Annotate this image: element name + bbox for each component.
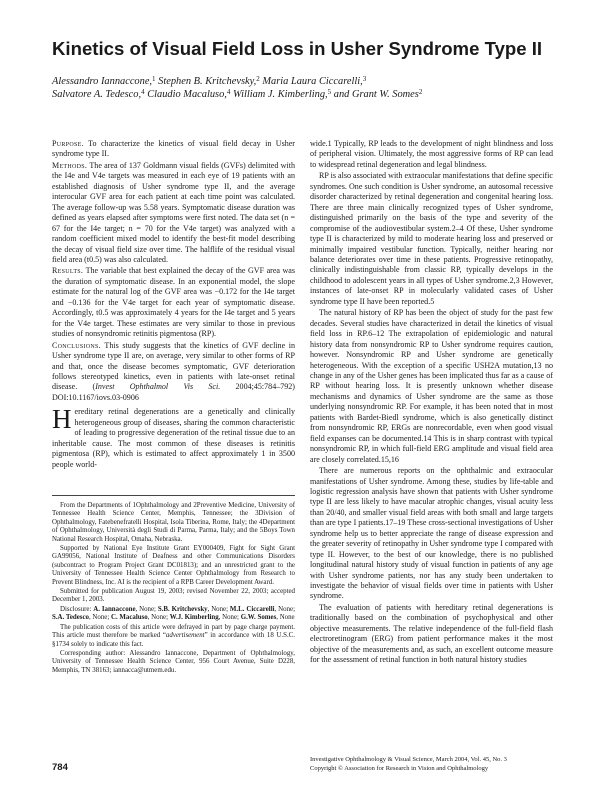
footnote-submitted: Submitted for publication August 19, 2003; revised November 22, 2003; accepted December 1, 2003. [52, 588, 295, 604]
abstract-purpose: Purpose. To characterize the kinetics of visual field decay in Usher syndrome type II. [52, 139, 295, 159]
footnote-corresponding-author: Corresponding author: Alessandro Iannaccone, Department of Ophthalmology, University of Tennessee Health Science Center, 956 Court Avenue, Suite D228, Memphis, TN 38163; iannacca@utmem.edu. [52, 649, 295, 674]
journal-footer [310, 756, 553, 773]
author: Alessandro Iannaccone,$^1$ [52, 75, 156, 87]
abstract-conclusions: Conclusions. This study suggests that the kinetics of GVF decline in Usher syndrome type II are, on average, very similar to other forms of RP and that, once the disease becomes symptomatic, GVF deterioration follows stereotyped kinetics, even in patients with late-onset retinal disease. (Invest Ophthalmol Vis Sci. 2004;45:784–792) DOI:10.1167/iovs.03-0906 [52, 340, 295, 402]
author: and Grant W. Somes$^2$ [333, 88, 423, 100]
article-title: Kinetics of Visual Field Loss in Usher Syndrome Type II [52, 38, 543, 59]
body-paragraph: RP is also associated with extraocular manifestations that define specific syndromes. One such condition is Usher syndrome, an autosomal recessive disorder characterized by retinal degeneration and congenital hearing loss. There are three main clinically recognized types of Usher syndrome, distinguished primarily on the basis of the type and severity of the compromise of the audiovestibular system.2–4 Of these, Usher syndrome type II is characterized by mild to moderate hearing loss and preserved or minimally impaired vestibular function. Typically, neither hearing nor balance deteriorates over time in these patients. Progressive retinopathy, clinically indistinguishable from classic RP, typically develops in the childhood to adolescent years in all types of Usher syndrome.2,3 However, instances of late-onset RP in molecularly validated cases of Usher syndrome type II have been reported.5 [310, 171, 553, 306]
footnote-disclosure: Disclosure: A. Iannaccone, None; S.B. Kritchevsky, None; M.L. Ciccarelli, None; S.A. Tedesco, None; C. Macaluso, None; W.J. Kimberling, None; G.W. Somes, None [52, 605, 295, 622]
journal-citation: Investigative Ophthalmology & Visual Science, March 2004, Vol. 45, No. 3 [310, 756, 507, 763]
footnote-charges: The publication costs of this article were defrayed in part by page charge payment. This article must therefore be marked “advertisement” in accordance with 18 U.S.C. §1734 solely to indicate this fact. [52, 623, 295, 648]
right-column [310, 139, 553, 667]
author: Claudio Macaluso,$^4$ [147, 88, 231, 100]
left-column [52, 139, 295, 470]
body-paragraph: wide.1 Typically, RP leads to the development of night blindness and loss of peripheral vision. Ultimately, the most aggressive forms of RP can lead to widespread retinal degeneration and legal blindness. [310, 139, 553, 169]
copyright-line: Copyright © Association for Research in Vision and Ophthalmology [310, 764, 489, 772]
footnote-support: Supported by National Eye Institute Grant EY000409, Fight for Sight Grant GA99056, National Institute of Deafness and other Communications Disorders (subcontract to Program Project Grant DC01813); and an unrestricted grant to the University of Tennessee Health Science Center Ophthalmology from Research to Prevent Blindness, Inc. AI is the recipient of a RPB Career Development Award. [52, 545, 295, 586]
author: William J. Kimberling,$^5$ [232, 88, 332, 100]
author: Salvatore A. Tedesco,$^4$ [52, 88, 145, 100]
footnote-affiliations: From the Departments of 1Ophthalmology and 2Preventive Medicine, University of Tennessee Health Science Center, Memphis, Tennessee; the 3Division of Ophthalmology, Fatebenefratelli Hospital, Isola Tiberina, Rome, Italy; the 4Department of Ophthalmology, Università degli Studi di Parma, Parma, Italy; and the 5Boys Town National Research Hospital, Omaha, Nebraska. [52, 502, 295, 543]
body-paragraph: The evaluation of patients with hereditary retinal degenerations is traditionally based on the combination of psychophysical and other objective measurements. The relative independence of the full-field flash electroretinogram (ERG) from patient performance makes it the most objective of the measurements and, as such, an excellent outcome measure for the assessment of retinal function in both natural history studies [310, 602, 553, 665]
introduction-paragraph: Hereditary retinal degenerations are a genetically and clinically heterogeneous group of diseases, sharing the common characteristic of leading to progressive degeneration of the retinal tissue due to an inheritable cause. The most common of these diseases is retinitis pigmentosa (RP), which is estimated to affect approximately 1 in 3500 people world- [52, 404, 295, 469]
body-paragraph: The natural history of RP has been the object of study for the past few decades. Several studies have characterized in detail the kinetics of visual field loss in RP.6–12 The extrapolation of epidemiologic and natural history data from nonsyndromic RP to Usher syndrome requires caution, however. Nonsyndromic RP and Usher syndrome are genetically heterogeneous. With the exception of a specific USH2A mutation,13 no change in any of the Usher genes has been implicated thus far as a cause of RP without hearing loss. It is presently unknown whether disease mechanisms and dynamics of Usher syndrome are the same as those underlying nonsyndromic RP. For example, it has been noted that in most patients with Bardet-Biedl syndrome, which is also genetically distinct from nonsyndromic RP, ERGs are nonrecordable, even when good visual field expanses can be documented.14 This is in sharp contrast with typical nonsyndromic RP, in which full-field ERG amplitude and visual field area are closely correlated.15,16 [310, 308, 553, 464]
abstract-results: Results. The variable that best explained the decay of the GVF area was the duration of symptomatic disease. In an exponential model, the slope estimate for the natural log of the GVF area was −0.172 for the I4e target and −0.136 for the V4e target for each year of symptomatic disease. Accordingly, t0.5 was approximately 4 years for the I4e target and 5 years for the V4e target. These estimates are very similar to those in previous studies of nonsyndromic retinitis pigmentosa (RP). [52, 266, 295, 339]
author: Stephen B. Kritchevsky,$^2$ [158, 75, 260, 87]
body-paragraph: There are numerous reports on the ophthalmic and extraocular manifestations of Usher syndrome. Among these, studies by life-table and logistic regression analysis have shown that patients with Usher syndrome type II are less likely to have macular atrophic changes, visual acuity less than 20/40, and smaller visual field areas with both small and large targets than are type I patients.17–19 These cross-sectional investigations of Usher syndrome help us to better appreciate the range of disease expression and the greater severity of retinopathy in Usher syndrome type I compared with type II. However, to the best of our knowledge, there is no published longitudinal natural history study of visual function in patients of any age with Usher syndrome patients, nor has any study been undertaken to investigate the behavior of visual fields over time in patients with Usher syndrome. [310, 466, 553, 601]
author-list [52, 75, 552, 101]
author: Maria Laura Ciccarelli,$^3$ [262, 75, 367, 87]
abstract-methods: Methods. The area of 137 Goldmann visual fields (GVFs) delimited with the I4e and V4e targets was measured in each eye of 19 patients with an established diagnosis of Usher syndrome type II, and the average interocular GVF area for each patient at each time point was calculated. The average follow-up was 5.58 years. Symptomatic disease duration was defined as years elapsed after symptoms were first noted. The data set (n = 67 for the I4e target; n = 70 for the V4e target) was analyzed with a random coefficient mixed model to identify the best-fit model describing the decay of visual field size over time. The halflife of the residual visual field area (t0.5) was also calculated. [52, 160, 295, 264]
page-number: 784 [52, 762, 68, 773]
drop-cap: H [52, 404, 72, 435]
footnotes [52, 495, 295, 676]
